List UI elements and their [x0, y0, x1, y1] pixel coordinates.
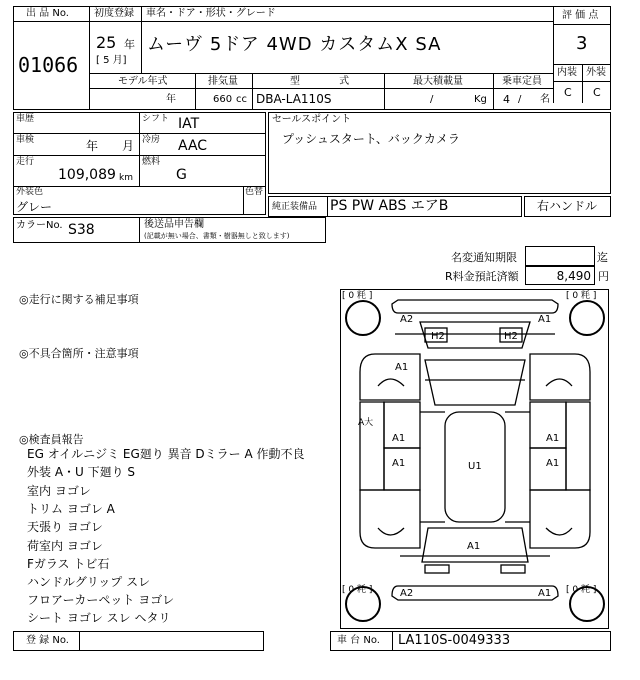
list-item: Fガラス トビ石 — [27, 557, 110, 571]
ac: AAC — [178, 138, 208, 154]
displacement-unit: cc — [236, 94, 247, 105]
front-fender-left — [360, 354, 420, 400]
mark-door-left-rear: A1 — [392, 458, 406, 469]
mark-fender-front: A1 — [395, 362, 409, 373]
list-item: EG オイルニジミ EG廻り 異音 Dミラー A 作動不良 — [27, 447, 305, 461]
first-reg-label: 初度登録 — [94, 8, 134, 19]
displacement-label: 排気量 — [208, 76, 238, 87]
rear-bumper — [392, 586, 558, 600]
car-name: ムーヴ 5ドア 4WD カスタムX SA — [147, 34, 442, 55]
recycle-label: R料金預託済額 — [445, 270, 519, 283]
color-change-label: 色替 — [245, 187, 264, 197]
chassis-no: LA110S-0049333 — [398, 633, 511, 648]
ac-label: 冷房 — [142, 135, 161, 145]
displacement: 660 — [213, 94, 233, 105]
front-fender-right — [530, 354, 590, 400]
color-no-label: カラーNo. — [16, 220, 63, 231]
fuel: G — [176, 167, 187, 183]
notice-label: 名変通知期限 — [451, 251, 517, 264]
aftersend-label: 後送品申告欄 — [144, 219, 204, 230]
recycle-unit: 円 — [598, 270, 609, 283]
exterior-grade: C — [593, 86, 601, 99]
max-load-label: 最大積載量 — [413, 76, 463, 87]
rear-quarter-right — [530, 490, 590, 548]
lot-no: 01066 — [18, 53, 79, 77]
mark-door-left-large: A大 — [358, 418, 374, 428]
list-item: 外装 A・U 下廻り S — [27, 465, 136, 479]
score-label: 評 価 点 — [562, 10, 599, 21]
recycle-value: 8,490 — [556, 269, 591, 283]
tire-rear-left-label: [ 0 粍 ] — [342, 585, 373, 595]
fuel-label: 燃料 — [142, 157, 161, 167]
shift-label: シフト — [142, 114, 170, 124]
driving-notes-label: ◎走行に関する補足事項 — [19, 293, 139, 306]
front-bumper — [392, 300, 558, 313]
reg-month: [ 5 月] — [96, 55, 127, 66]
score: 3 — [576, 33, 588, 54]
reg-no-label: 登 録 No. — [26, 635, 69, 646]
steering: 右ハンドル — [537, 199, 598, 213]
mileage-label: 走行 — [16, 157, 35, 167]
windshield — [425, 360, 525, 405]
mark-front-bumper-right: A1 — [538, 314, 552, 325]
sales-point-label: セールスポイント — [272, 114, 352, 125]
interior-grade: C — [564, 86, 572, 99]
mark-roof: U1 — [468, 461, 482, 472]
car-name-label: 車名・ドア・形状・グレード — [146, 8, 276, 19]
max-load-unit: Kg — [474, 94, 487, 105]
capacity-unit: 名 — [540, 94, 550, 105]
max-load-sep: / — [430, 94, 434, 105]
exterior-label: 外装 — [586, 67, 606, 78]
model-year-label: モデル年式 — [118, 76, 168, 87]
door-left-rear — [384, 448, 420, 490]
mark-door-right-front: A1 — [546, 433, 560, 444]
inspection-month-unit: 月 — [122, 139, 135, 153]
list-item: 天張り ヨゴレ — [27, 520, 103, 534]
mark-headlight-right: H2 — [504, 331, 518, 342]
exterior-color-label: 外装色 — [16, 187, 44, 197]
divider — [392, 631, 393, 651]
rear-quarter-left — [360, 490, 420, 548]
tire-front-right — [570, 301, 604, 335]
tire-front-left-label: [ 0 粍 ] — [342, 291, 373, 301]
mark-headlight-left: H2 — [431, 331, 445, 342]
tire-front-right-label: [ 0 粍 ] — [566, 291, 597, 301]
list-item: ハンドルグリップ スレ — [27, 575, 151, 589]
mark-door-right-rear: A1 — [546, 458, 560, 469]
aftersend-note: (記載が無い場合、書類・樹器無しと致します) — [144, 232, 290, 240]
capacity: 4 — [503, 93, 510, 106]
chassis-label: 車 台 No. — [337, 635, 380, 646]
mileage: 109,089 — [58, 167, 116, 183]
divider — [79, 631, 80, 651]
door-right-rear — [530, 448, 566, 490]
mark-front-bumper-left: A2 — [400, 314, 414, 325]
list-item: シート ヨゴレ スレ ヘタリ — [27, 611, 171, 625]
color-no: S38 — [68, 222, 95, 238]
reg-year-unit: 年 — [124, 38, 135, 51]
shift: IAT — [178, 116, 200, 132]
inspection-year-unit: 年 — [86, 139, 99, 153]
sales-point: プッシュスタート、バックカメラ — [282, 132, 460, 146]
model: DBA-LA110S — [256, 92, 332, 106]
list-item: 室内 ヨゴレ — [27, 484, 91, 498]
mark-rear-bumper-left: A2 — [400, 588, 414, 599]
lot-no-label: 出 品 No. — [26, 8, 69, 19]
interior-label: 内装 — [557, 67, 577, 78]
mark-door-left-front: A1 — [392, 433, 406, 444]
list-item: トリム ヨゴレ A — [27, 502, 115, 516]
notice-unit: 迄 — [597, 251, 608, 264]
defects-label: ◎不具合箇所・注意事項 — [19, 347, 139, 360]
inspection-label: 車検 — [16, 135, 35, 145]
tire-front-left — [346, 301, 380, 335]
history-label: 車歴 — [16, 114, 35, 124]
exterior-color: グレー — [16, 200, 53, 214]
reg-year: 25 — [96, 33, 117, 52]
list-item: フロアーカーペット ヨゴレ — [27, 593, 175, 607]
capacity-label: 乗車定員 — [502, 76, 542, 87]
model-year-unit: 年 — [166, 94, 176, 105]
equipment: PS PW ABS エアB — [330, 198, 449, 214]
list-item: 荷室内 ヨゴレ — [27, 539, 103, 553]
mark-rear-panel: A1 — [467, 541, 481, 552]
capacity-sep: / — [518, 94, 522, 105]
inspector-report-label: ◎検査員報告 — [19, 433, 84, 446]
mark-rear-bumper-right: A1 — [538, 588, 552, 599]
mileage-unit: km — [119, 173, 133, 183]
model-label: 型 式 — [290, 76, 368, 87]
equipment-label: 純正装備品 — [272, 202, 318, 212]
tire-rear-right-label: [ 0 粍 ] — [566, 585, 597, 595]
